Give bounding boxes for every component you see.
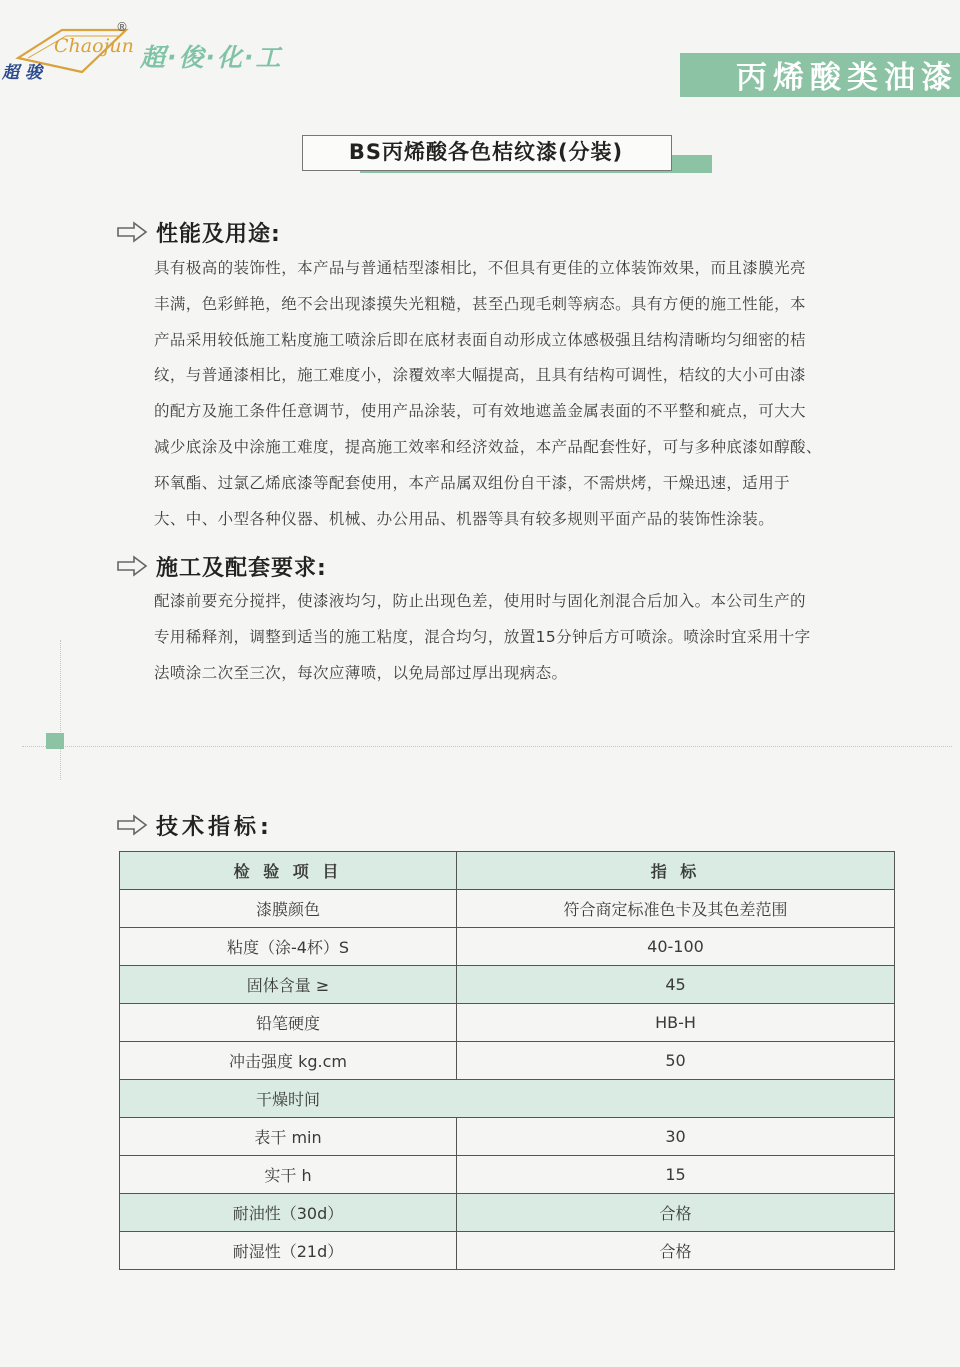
table-cell: 30 xyxy=(457,1118,895,1156)
table-row xyxy=(120,1194,895,1232)
arrow-right-icon xyxy=(116,221,148,243)
table-row xyxy=(120,1004,895,1042)
table-row xyxy=(120,1156,895,1194)
table-header-row xyxy=(120,852,895,890)
section-performance-heading xyxy=(116,216,281,248)
section-specs-heading xyxy=(116,809,273,841)
text-line: 专用稀释剂，调整到适当的施工粘度，混合均匀，放置15分钟后方可喷涂。喷涂时宜采用十字 xyxy=(154,627,811,646)
table-cell: 固体含量 ≥ xyxy=(120,966,457,1004)
product-title: BS丙烯酸各色桔纹漆(分装) xyxy=(348,140,624,164)
text-line: 环氧酯、过氯乙烯底漆等配套使用，本产品属双组份自干漆，不需烘烤，干燥迅速，适用于 xyxy=(154,473,791,492)
registered-mark: ® xyxy=(116,20,128,34)
construction-paragraph xyxy=(154,584,894,691)
table-cell: 50 xyxy=(457,1042,895,1080)
table-cell: 耐油性（30d） xyxy=(120,1194,457,1232)
arrow-right-icon xyxy=(116,814,148,836)
dotted-vertical-divider xyxy=(60,640,61,780)
brand-name: 超·俊·化·工 xyxy=(140,43,283,72)
table-cell: HB-H xyxy=(457,1004,895,1042)
arrow-right-icon xyxy=(116,555,148,577)
spec-table xyxy=(119,851,895,1270)
section-performance-title: 性能及用途: xyxy=(156,221,281,247)
table-cell: 冲击强度 kg.cm xyxy=(120,1042,457,1080)
logo-script-text: Chaojun xyxy=(54,35,134,57)
category-title: 丙烯酸类油漆 xyxy=(736,60,958,96)
text-line: 纹，与普通漆相比，施工难度小，涂覆效率大幅提高，且具有结构可调性，桔纹的大小可由漆 xyxy=(154,366,806,385)
table-cell: 粘度（涂-4杯）S xyxy=(120,928,457,966)
logo-chinese-name: 超骏 xyxy=(2,63,48,83)
text-line: 大、中、小型各种仪器、机械、办公用品、机器等具有较多规则平面产品的装饰性涂装。 xyxy=(154,509,775,528)
green-square-marker xyxy=(46,733,64,749)
table-group-label: 干燥时间 xyxy=(255,1090,320,1109)
table-cell: 表干 min xyxy=(120,1118,457,1156)
dotted-divider xyxy=(22,746,952,747)
table-cell: 符合商定标准色卡及其色差范围 xyxy=(457,890,895,928)
text-line: 法喷涂二次至三次，每次应薄喷，以免局部过厚出现病态。 xyxy=(154,663,568,682)
table-group-cell xyxy=(120,1080,895,1118)
section-specs-title: 技术指标: xyxy=(156,814,273,840)
table-header-cell: 检 验 项 目 xyxy=(120,852,457,890)
text-line: 配漆前要充分搅拌，使漆液均匀，防止出现色差，使用时与固化剂混合后加入。本公司生产的 xyxy=(154,592,806,610)
table-row xyxy=(120,1042,895,1080)
table-row xyxy=(120,890,895,928)
table-cell: 漆膜颜色 xyxy=(120,890,457,928)
table-cell: 45 xyxy=(457,966,895,1004)
text-line: 的配方及施工条件任意调节，使用产品涂装，可有效地遮盖金属表面的不平整和疵点，可大大 xyxy=(154,402,806,421)
performance-paragraph xyxy=(154,251,894,537)
table-cell: 合格 xyxy=(457,1232,895,1270)
text-line: 丰满，色彩鲜艳，绝不会出现漆摸失光粗糙，甚至凸现毛刺等病态。具有方便的施工性能，本 xyxy=(154,294,806,313)
table-cell: 铅笔硬度 xyxy=(120,1004,457,1042)
table-row xyxy=(120,966,895,1004)
table-cell: 实干 h xyxy=(120,1156,457,1194)
table-cell: 15 xyxy=(457,1156,895,1194)
table-row-drying-time xyxy=(120,1080,895,1118)
table-cell: 合格 xyxy=(457,1194,895,1232)
text-line: 具有极高的装饰性，本产品与普通桔型漆相比，不但具有更佳的立体装饰效果，而且漆膜光亮 xyxy=(154,259,806,277)
table-header-cell: 指 标 xyxy=(457,852,895,890)
table-cell: 耐湿性（21d） xyxy=(120,1232,457,1270)
text-line: 产品采用较低施工粘度施工喷涂后即在底材表面自动形成立体感极强且结构清晰均匀细密的桔 xyxy=(154,330,806,349)
table-cell: 40-100 xyxy=(457,928,895,966)
text-line: 减少底涂及中涂施工难度，提高施工效率和经济效益，本产品配套性好，可与多种底漆如醇酸、 xyxy=(154,437,822,456)
section-construction-title: 施工及配套要求: xyxy=(156,555,327,581)
table-row xyxy=(120,1232,895,1270)
table-row xyxy=(120,928,895,966)
table-row xyxy=(120,1118,895,1156)
section-construction-heading xyxy=(116,550,327,582)
